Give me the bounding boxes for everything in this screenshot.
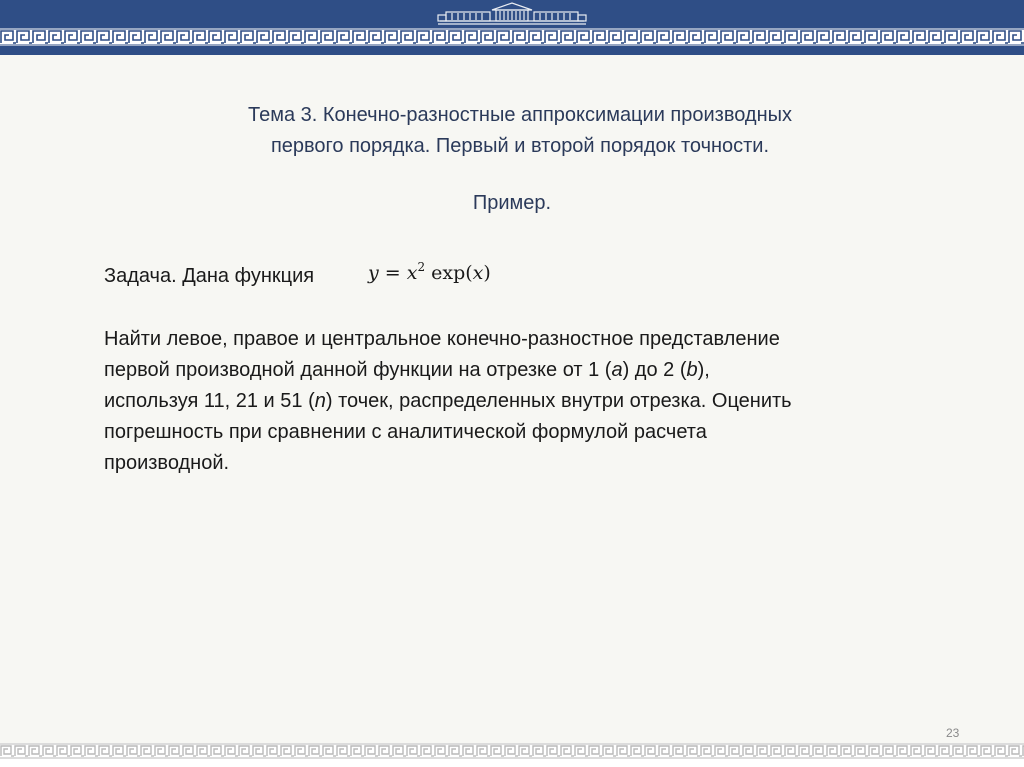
body-line-2: [104, 355, 924, 386]
title-line-2: первого порядка. Первый и второй порядок точности.: [270, 135, 770, 157]
body-line-2-post: ),: [697, 359, 710, 381]
body-line-3-post: ) точек, распределенных внутри отрезка. Оценить: [325, 390, 792, 412]
formula-arg: x: [472, 262, 484, 284]
bottom-ornament-border: [0, 743, 1024, 759]
formula-equals: =: [378, 262, 407, 284]
header-rule: [0, 46, 1024, 55]
task-label: Задача. Дана функция: [104, 265, 315, 287]
body-line-4: погрешность при сравнении с аналитической формулой расчета: [104, 421, 707, 443]
body-line-5: производной.: [104, 452, 230, 474]
body-line-2-pre: первой производной данной функции на отрезке от 1 (: [104, 359, 612, 381]
formula-func: exp(: [425, 262, 473, 284]
header-band: [0, 0, 1024, 28]
var-b: b: [686, 359, 698, 381]
body-line-2-mid: ) до 2 (: [622, 359, 687, 381]
top-ornament-border: [0, 28, 1024, 46]
body-line-3: [104, 386, 924, 417]
formula-exponent: 2: [417, 260, 426, 274]
slide-title: [170, 100, 870, 162]
page-number: 23: [946, 726, 960, 740]
body-line-1: Найти левое, правое и центральное конечно-разностное представление: [104, 328, 780, 350]
formula-base: x: [406, 262, 418, 284]
title-line-1: Тема 3. Конечно-разностные аппроксимации производных: [247, 104, 793, 126]
var-a: a: [611, 359, 623, 381]
body-line-3-pre: используя 11, 21 и 51 (: [104, 390, 315, 412]
formula-lhs: y: [368, 262, 379, 284]
building-logo-icon: [436, 0, 588, 28]
example-heading: Пример.: [472, 192, 552, 214]
function-formula: [368, 260, 491, 284]
var-n: n: [314, 390, 326, 412]
task-description: [104, 324, 924, 479]
footer-rule: [0, 759, 1024, 767]
formula-close: ): [483, 262, 491, 284]
